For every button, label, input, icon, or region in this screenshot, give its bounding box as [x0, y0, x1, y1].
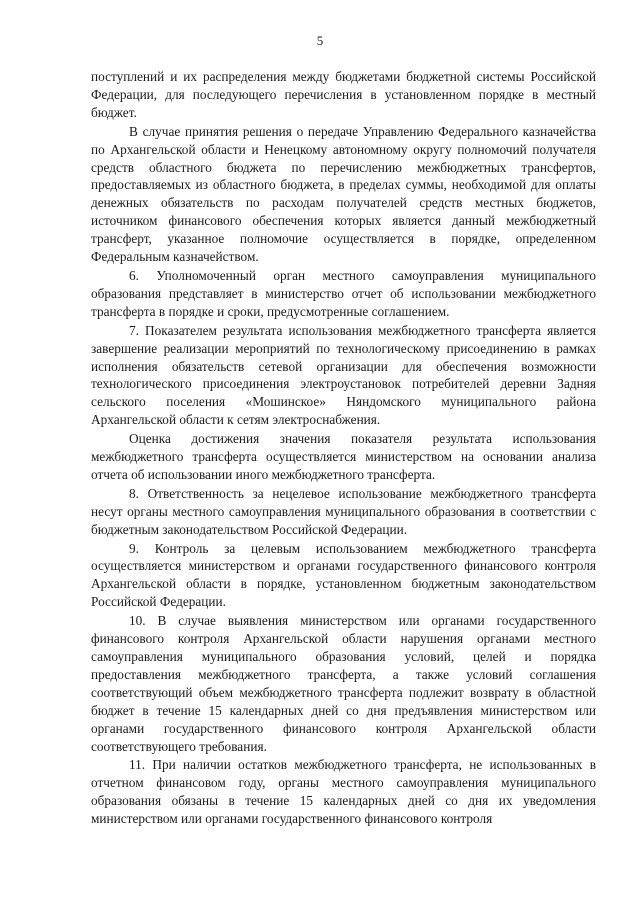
page-number: 5	[316, 33, 324, 48]
paragraph-item-9: 9. Контроль за целевым использованием межбюджетного трансферта осуществляется министерством и органами государственного финансового контроля Архангельской области в порядке, установленном бюджетным законодательством Российской Федерации.	[91, 540, 596, 610]
paragraph-treasury-transfer: В случае принятия решения о передаче Управлению Федерального казначейства по Архангельской области и Ненецкому автономному округу полномочий получателя средств областного бюджета по перечислению межбюджетных трансфертов, предоставляемых из областного бюджета, в пределах суммы, необходимой для оплаты денежных обязательств по расходам получателей средств местных бюджетов, источником финансового обеспечения которых является данный межбюджетный трансферт, указанное полномочие осуществляется в порядке, определенном Федеральным казначейством.	[91, 123, 596, 265]
paragraph-item-10: 10. В случае выявления министерством или органами государственного финансового контроля Архангельской области нарушения органами местного самоуправления муниципального образования условий, целей и порядка предоставления межбюджетного трансферта, а также условий соглашения соответствующий объем межбюджетного трансферта подлежит возврату в областной бюджет в течение 15 календарных дней со дня предъявления министерством или органами государственного финансового контроля Архангельской области соответствующего требования.	[91, 613, 596, 754]
paragraph-item-6: 6. Уполномоченный орган местного самоуправления муниципального образования представляет в министерство отчет об использовании межбюджетного трансферта в порядке и сроки, предусмотренные соглашением.	[91, 267, 596, 319]
paragraph-item-7: 7. Показателем результата использования межбюджетного трансферта является завершение реализации мероприятий по технологическому присоединению в рамках исполнения обязательств сетевой организации для обеспечения возможности технологического присоединения электроустановок потребителей деревни Задняя сельского поселения «Мошинское» Няндомского муниципального района Архангельской области к сетям электроснабжения.	[91, 322, 596, 428]
paragraph-assessment: Оценка достижения значения показателя результата использования межбюджетного трансферта осуществляется министерством на основании анализа отчета об использовании иного межбюджетного трансферта.	[91, 431, 596, 482]
paragraph-item-11: 11. При наличии остатков межбюджетного трансферта, не использованных в отчетном финансовом году, органы местного самоуправления муниципального образования обязаны в течение 15 календарных дней со дня их уведомления министерством или органами государственного финансового контроля	[91, 757, 596, 827]
paragraph-item-8: 8. Ответственность за нецелевое использование межбюджетного трансферта несут органы местного самоуправления муниципального образования в соответствии с бюджетным законодательством Российской Федерации.	[91, 485, 596, 537]
paragraph-continuation: поступлений и их распределения между бюджетами бюджетной системы Российской Федерации, для последующего перечисления в установленном порядке в местный бюджет.	[91, 69, 596, 120]
document-body	[91, 68, 596, 829]
